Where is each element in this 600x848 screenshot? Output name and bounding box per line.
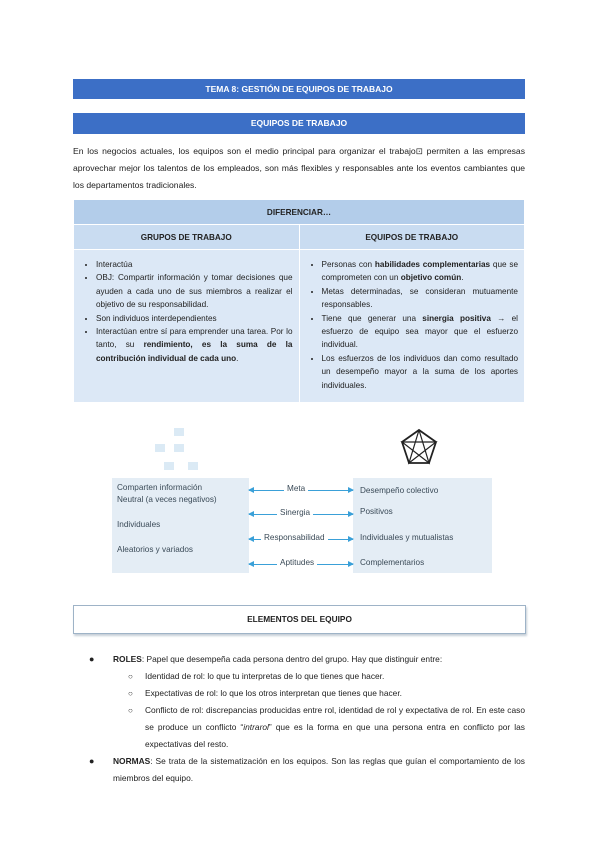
list-item-normas: ● NORMAS: Se trata de la sistematización en los equipos. Son las reglas que guían el comportamiento de los miembros del equipo.	[73, 753, 525, 787]
group-feature: Comparten información	[117, 483, 203, 492]
list-item: • Metas determinadas, se consideran mutuamente responsables.	[322, 285, 519, 312]
section-title-bar	[73, 113, 525, 134]
col-groups-title: GRUPOS DE TRABAJO	[74, 225, 300, 250]
circle-bullet-icon: ○	[128, 706, 133, 715]
box-symbol-icon: ⊡	[415, 146, 423, 156]
team-feature: Complementarios	[360, 558, 425, 567]
groups-vs-teams-figure	[107, 421, 492, 577]
page-title-bar	[73, 79, 525, 99]
intro-paragraph: En los negocios actuales, los equipos son el medio principal para organizar el trabajo⊡ permiten a las empresas aprovechar mejor los talentos de los empleados, son más flexibles y responsables ante los eventos cambiantes que los departamentos tradicionales.	[73, 146, 526, 190]
bullet-icon: ●	[89, 654, 95, 664]
team-feature: Individuales y mutualistas	[360, 533, 454, 542]
teams-cell	[299, 250, 525, 403]
comparison-criterion: Responsabilidad	[261, 533, 328, 542]
list-item: ○ Expectativas de rol: lo que los otros interpretan que tienes que hacer.	[73, 685, 525, 702]
groups-cell	[74, 250, 300, 403]
list-item: • OBJ: Compartir información y tomar decisiones que ayuden a cada uno de sus miembros a realizar el objetivo de su responsabilidad.	[96, 271, 293, 311]
col-teams-title: EQUIPOS DE TRABAJO	[299, 225, 525, 250]
elements-section-title: ELEMENTOS DEL EQUIPO	[73, 605, 526, 634]
decorative-square	[155, 444, 165, 452]
bullet-icon: ●	[89, 756, 95, 766]
group-feature: Neutral (a veces negativos)	[117, 495, 217, 504]
elements-list	[73, 651, 525, 787]
list-item: • Interactúan entre sí para emprender una tarea. Por lo tanto, su rendimiento, es la suma de la contribución individual de cada uno.	[96, 325, 293, 365]
list-item: • Los esfuerzos de los individuos dan como resultado un desempeño mayor a la suma de los aportes individuales.	[322, 352, 519, 392]
circle-bullet-icon: ○	[128, 689, 133, 698]
decorative-square	[164, 462, 174, 470]
table-header: DIFERENCIAR…	[74, 200, 525, 225]
comparison-criterion: Aptitudes	[277, 558, 317, 567]
list-item: ○ Conflicto de rol: discrepancias producidas entre rol, identidad de rol y expectativa de rol. En este caso se produce un conflicto “intrarol” que es la forma en que una persona entra en conflicto por las expectativas del resto.	[73, 702, 525, 753]
comparison-criterion: Sinergia	[277, 508, 313, 517]
section-title: EQUIPOS DE TRABAJO	[250, 118, 348, 128]
decorative-square	[174, 428, 184, 436]
comparison-criterion: Meta	[284, 484, 308, 493]
list-item: • Personas con habilidades complementarias que se comprometen con un objetivo común.	[322, 258, 519, 285]
list-item: ○ Identidad de rol: lo que tu interpretas de lo que tienes que hacer.	[73, 668, 525, 685]
list-item: • Interactúa	[96, 258, 293, 271]
list-item-roles: ● ROLES: Papel que desempeña cada persona dentro del grupo. Hay que distinguir entre:	[73, 651, 525, 668]
list-item: • Tiene que generar una sinergia positiva → el esfuerzo de equipo sea mayor que el esfuerzo individual.	[322, 312, 519, 352]
decorative-square	[188, 462, 198, 470]
comparison-table	[73, 199, 525, 403]
list-item: • Son individuos interdependientes	[96, 312, 293, 325]
group-feature: Aleatorios y variados	[117, 545, 193, 554]
page-title: TEMA 8: GESTIÓN DE EQUIPOS DE TRABAJO	[205, 84, 393, 94]
circle-bullet-icon: ○	[128, 672, 133, 681]
team-feature: Positivos	[360, 507, 393, 516]
pentagon-network-icon	[400, 428, 438, 466]
decorative-square	[174, 444, 184, 452]
team-feature: Desempeño colectivo	[360, 486, 439, 495]
group-feature: Individuales	[117, 520, 161, 529]
